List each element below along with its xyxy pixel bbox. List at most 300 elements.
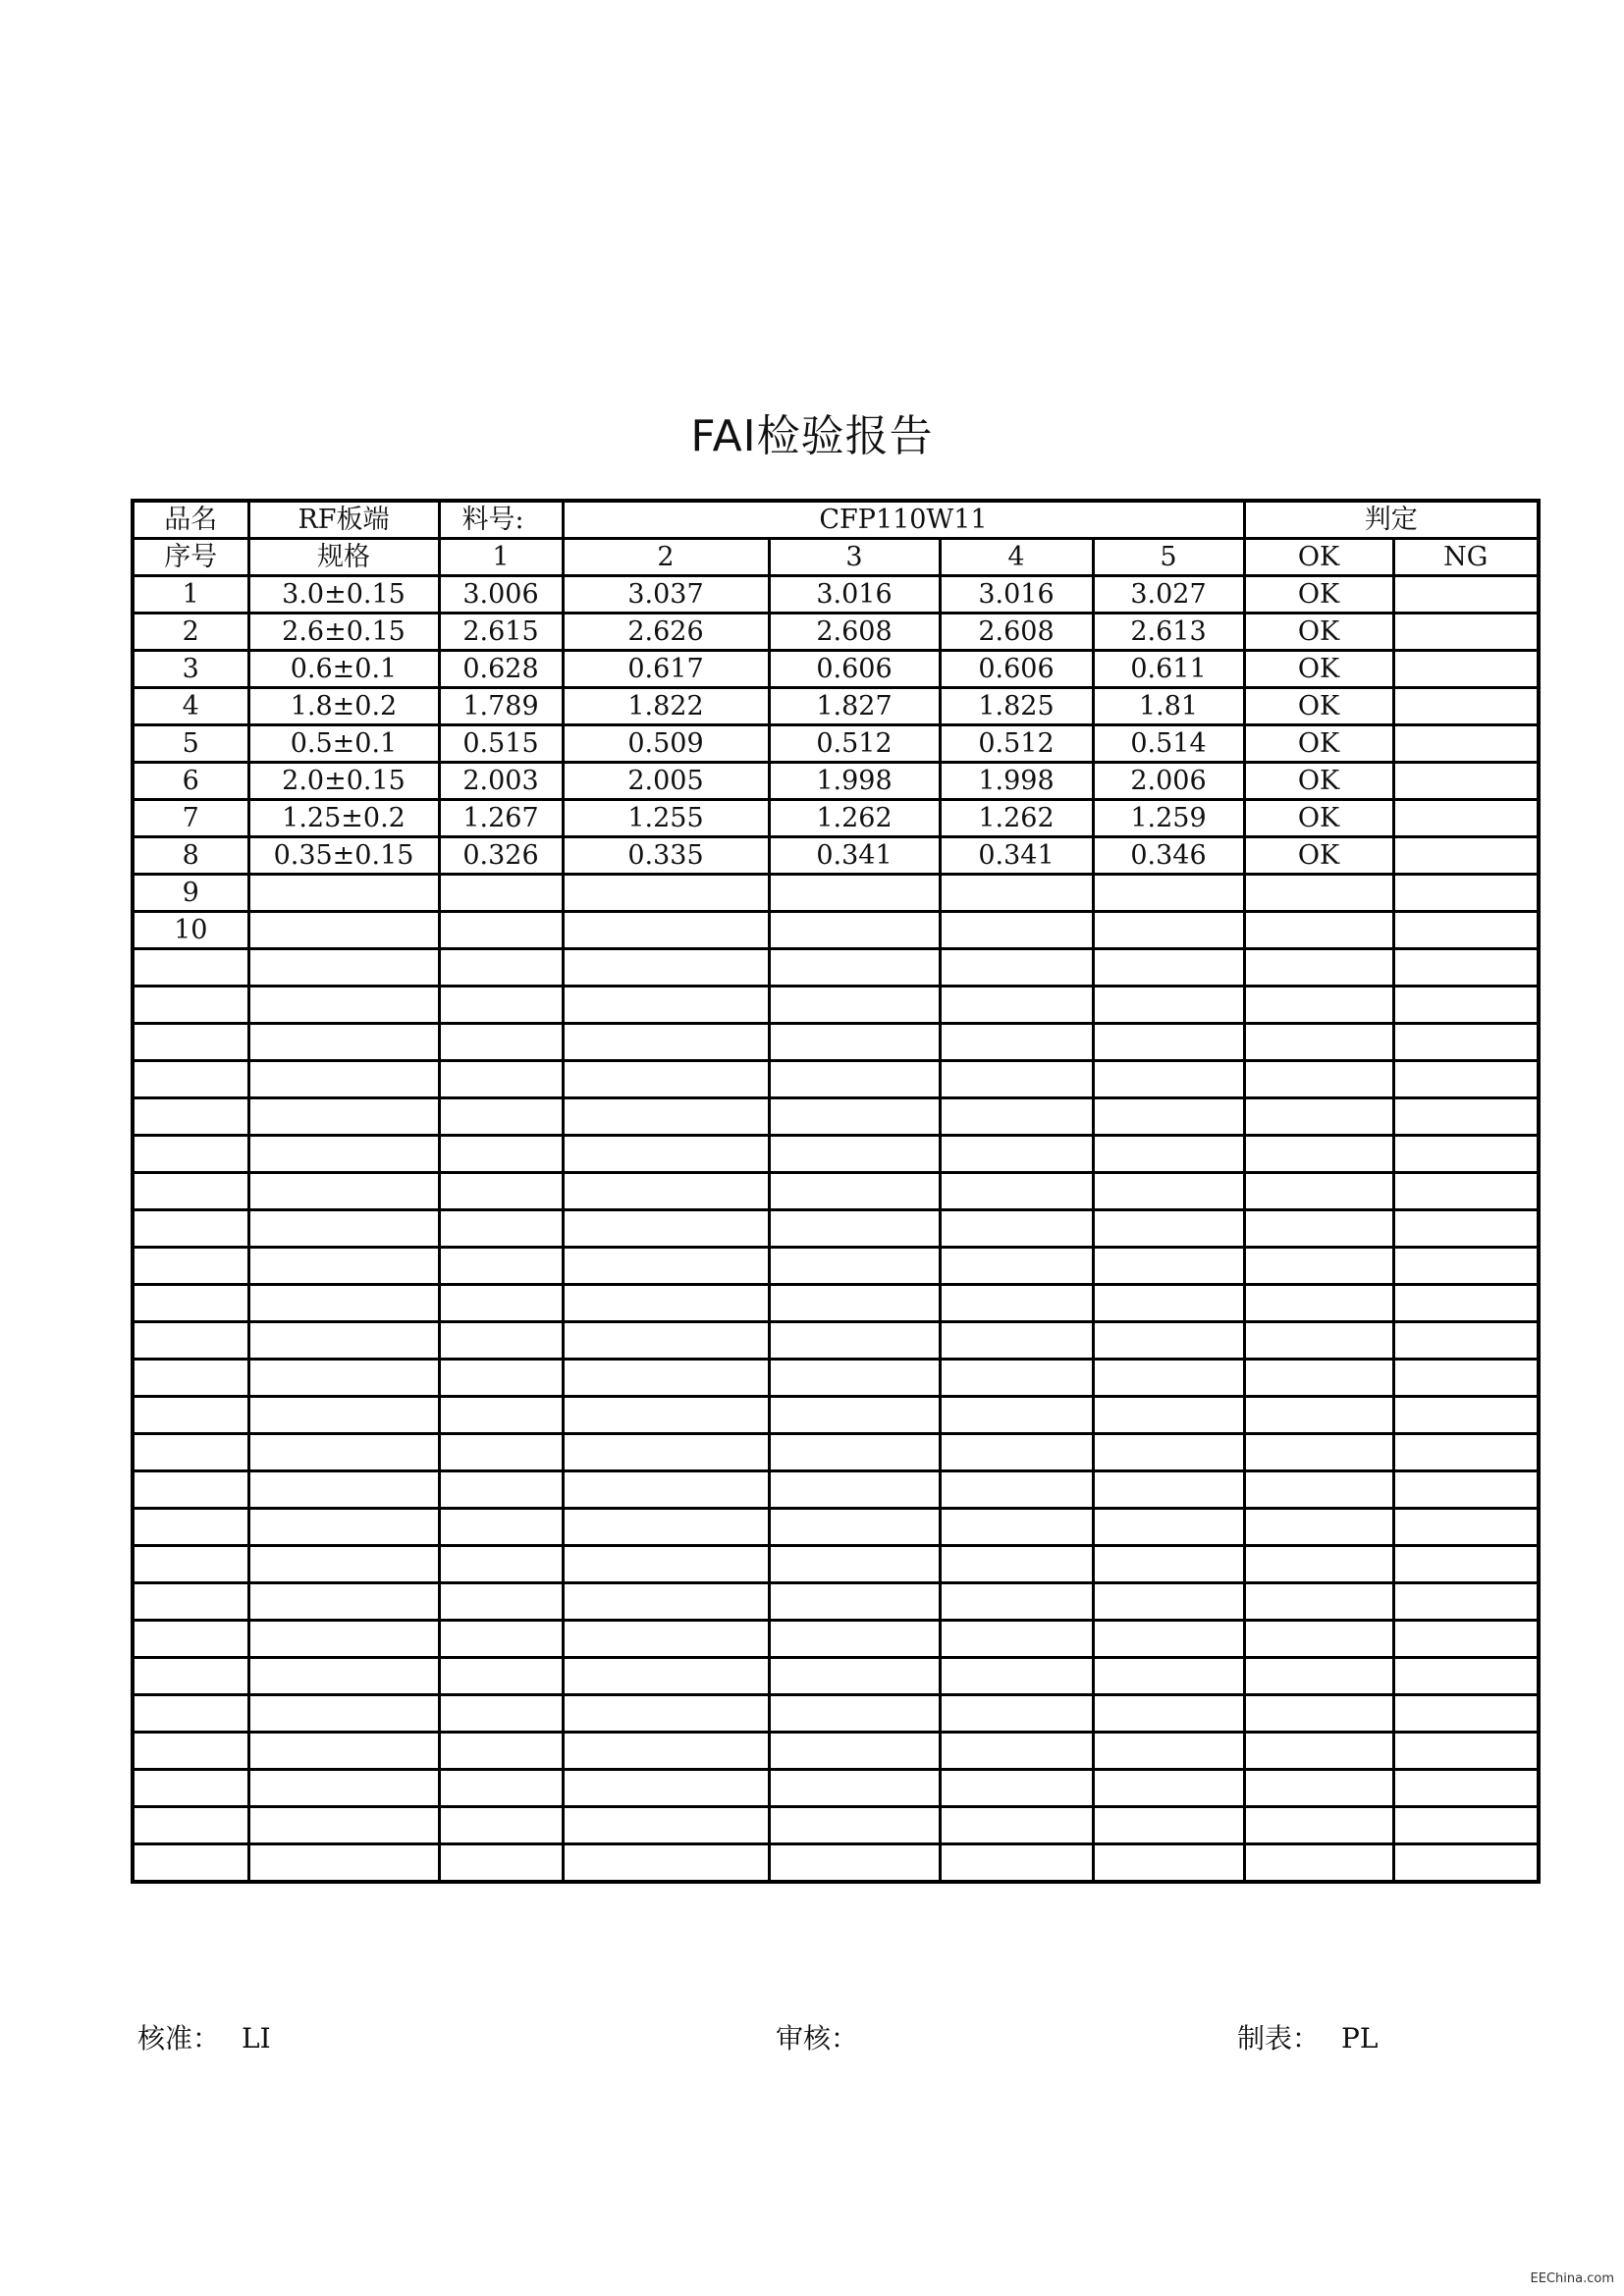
cell-spec: 0.6±0.1 bbox=[248, 651, 439, 688]
cell-sample-4: 1.825 bbox=[940, 688, 1093, 725]
cell-ok bbox=[1244, 1248, 1393, 1285]
table-row bbox=[133, 837, 1539, 875]
cell-sample-1: 2.003 bbox=[439, 763, 563, 800]
column-header-ng: NG bbox=[1393, 539, 1539, 576]
cell-sample-2 bbox=[563, 1360, 769, 1397]
cell-index bbox=[133, 1695, 248, 1733]
cell-ng bbox=[1393, 949, 1539, 987]
cell-ok bbox=[1244, 1061, 1393, 1098]
cell-sample-1 bbox=[439, 1658, 563, 1695]
cell-ng bbox=[1393, 1024, 1539, 1061]
cell-ng bbox=[1393, 1248, 1539, 1285]
prepared-block bbox=[1237, 2017, 1399, 2056]
cell-sample-3 bbox=[769, 1471, 940, 1509]
cell-ok bbox=[1244, 1024, 1393, 1061]
cell-sample-3: 0.341 bbox=[769, 837, 940, 875]
cell-spec bbox=[248, 949, 439, 987]
cell-sample-2: 3.037 bbox=[563, 576, 769, 614]
cell-sample-4 bbox=[940, 1695, 1093, 1733]
table-row bbox=[133, 1173, 1539, 1210]
cell-sample-1 bbox=[439, 1210, 563, 1248]
cell-sample-2 bbox=[563, 1397, 769, 1434]
cell-ok bbox=[1244, 1844, 1393, 1883]
table-row bbox=[133, 651, 1539, 688]
cell-ok bbox=[1244, 1173, 1393, 1210]
cell-sample-1 bbox=[439, 1360, 563, 1397]
cell-sample-4 bbox=[940, 1844, 1093, 1883]
cell-spec bbox=[248, 1733, 439, 1770]
cell-sample-3: 1.998 bbox=[769, 763, 940, 800]
cell-ok bbox=[1244, 1285, 1393, 1322]
cell-spec bbox=[248, 1098, 439, 1136]
cell-sample-5 bbox=[1093, 875, 1244, 912]
cell-index bbox=[133, 1136, 248, 1173]
cell-spec: 0.5±0.1 bbox=[248, 725, 439, 763]
cell-ok bbox=[1244, 1770, 1393, 1807]
cell-ng bbox=[1393, 1173, 1539, 1210]
cell-sample-3 bbox=[769, 1621, 940, 1658]
cell-sample-2 bbox=[563, 1658, 769, 1695]
review-block bbox=[776, 2017, 901, 2056]
cell-ng bbox=[1393, 837, 1539, 875]
part-number-label: 料号: bbox=[439, 501, 563, 539]
cell-sample-3 bbox=[769, 1733, 940, 1770]
cell-sample-4 bbox=[940, 912, 1093, 949]
cell-spec bbox=[248, 875, 439, 912]
cell-sample-1: 0.628 bbox=[439, 651, 563, 688]
cell-ok: OK bbox=[1244, 725, 1393, 763]
cell-sample-2 bbox=[563, 1509, 769, 1546]
cell-sample-4: 2.608 bbox=[940, 614, 1093, 651]
cell-ok bbox=[1244, 1322, 1393, 1360]
cell-sample-4 bbox=[940, 1546, 1093, 1583]
cell-sample-3 bbox=[769, 1173, 940, 1210]
cell-sample-5 bbox=[1093, 1658, 1244, 1695]
cell-sample-1 bbox=[439, 1322, 563, 1360]
cell-index bbox=[133, 1061, 248, 1098]
cell-sample-4 bbox=[940, 1024, 1093, 1061]
cell-spec bbox=[248, 1360, 439, 1397]
cell-sample-4 bbox=[940, 1658, 1093, 1695]
cell-sample-3 bbox=[769, 1770, 940, 1807]
cell-index bbox=[133, 1360, 248, 1397]
cell-sample-3 bbox=[769, 987, 940, 1024]
cell-ng bbox=[1393, 1546, 1539, 1583]
table-row bbox=[133, 688, 1539, 725]
table-row bbox=[133, 912, 1539, 949]
cell-sample-3 bbox=[769, 1546, 940, 1583]
cell-index bbox=[133, 1844, 248, 1883]
cell-ok bbox=[1244, 1397, 1393, 1434]
cell-sample-3: 1.262 bbox=[769, 800, 940, 837]
cell-sample-3 bbox=[769, 1695, 940, 1733]
cell-sample-3 bbox=[769, 1210, 940, 1248]
cell-sample-1: 0.515 bbox=[439, 725, 563, 763]
approve-block bbox=[137, 2017, 293, 2056]
cell-sample-5: 0.346 bbox=[1093, 837, 1244, 875]
cell-index: 6 bbox=[133, 763, 248, 800]
cell-sample-2 bbox=[563, 1583, 769, 1621]
table-row bbox=[133, 576, 1539, 614]
cell-sample-1 bbox=[439, 1061, 563, 1098]
cell-sample-1 bbox=[439, 1621, 563, 1658]
cell-index: 7 bbox=[133, 800, 248, 837]
cell-sample-1 bbox=[439, 1844, 563, 1883]
cell-sample-2: 1.255 bbox=[563, 800, 769, 837]
cell-sample-1 bbox=[439, 949, 563, 987]
cell-sample-5 bbox=[1093, 1136, 1244, 1173]
cell-spec bbox=[248, 1546, 439, 1583]
cell-index bbox=[133, 1098, 248, 1136]
cell-spec bbox=[248, 1509, 439, 1546]
cell-sample-4 bbox=[940, 1807, 1093, 1844]
cell-sample-2 bbox=[563, 1285, 769, 1322]
cell-sample-1 bbox=[439, 1546, 563, 1583]
cell-ok bbox=[1244, 1210, 1393, 1248]
cell-spec: 1.25±0.2 bbox=[248, 800, 439, 837]
cell-sample-4 bbox=[940, 1509, 1093, 1546]
product-value: RF板端 bbox=[248, 501, 439, 539]
cell-sample-5 bbox=[1093, 1733, 1244, 1770]
cell-spec bbox=[248, 1695, 439, 1733]
cell-index bbox=[133, 1509, 248, 1546]
cell-ok bbox=[1244, 875, 1393, 912]
cell-sample-4 bbox=[940, 1098, 1093, 1136]
cell-sample-2 bbox=[563, 1322, 769, 1360]
cell-ok bbox=[1244, 1509, 1393, 1546]
cell-index: 9 bbox=[133, 875, 248, 912]
cell-ng bbox=[1393, 875, 1539, 912]
cell-ok bbox=[1244, 1621, 1393, 1658]
cell-spec bbox=[248, 987, 439, 1024]
cell-spec bbox=[248, 1248, 439, 1285]
cell-sample-4 bbox=[940, 1136, 1093, 1173]
cell-sample-5 bbox=[1093, 1360, 1244, 1397]
cell-spec: 2.6±0.15 bbox=[248, 614, 439, 651]
cell-index bbox=[133, 1770, 248, 1807]
cell-sample-5 bbox=[1093, 1509, 1244, 1546]
cell-sample-4 bbox=[940, 1434, 1093, 1471]
cell-ok: OK bbox=[1244, 763, 1393, 800]
cell-sample-2 bbox=[563, 1098, 769, 1136]
cell-sample-1 bbox=[439, 1807, 563, 1844]
cell-sample-3 bbox=[769, 1322, 940, 1360]
cell-ok bbox=[1244, 949, 1393, 987]
cell-spec bbox=[248, 1434, 439, 1471]
cell-sample-3 bbox=[769, 1285, 940, 1322]
cell-ng bbox=[1393, 1621, 1539, 1658]
cell-index bbox=[133, 1658, 248, 1695]
cell-sample-4 bbox=[940, 1173, 1093, 1210]
prepared-label: 制表： bbox=[1237, 2022, 1321, 2055]
cell-index bbox=[133, 1471, 248, 1509]
cell-ok bbox=[1244, 1695, 1393, 1733]
cell-index bbox=[133, 1322, 248, 1360]
cell-spec bbox=[248, 912, 439, 949]
cell-sample-5 bbox=[1093, 987, 1244, 1024]
cell-spec bbox=[248, 1583, 439, 1621]
cell-sample-5 bbox=[1093, 912, 1244, 949]
cell-ok bbox=[1244, 1136, 1393, 1173]
approve-value: LI bbox=[242, 2022, 271, 2055]
prepared-value: PL bbox=[1341, 2022, 1379, 2055]
column-header-spec: 规格 bbox=[248, 539, 439, 576]
table-row bbox=[133, 1024, 1539, 1061]
cell-sample-5 bbox=[1093, 1621, 1244, 1658]
cell-sample-2 bbox=[563, 1173, 769, 1210]
cell-sample-5 bbox=[1093, 1397, 1244, 1434]
cell-index bbox=[133, 949, 248, 987]
cell-ok bbox=[1244, 1434, 1393, 1471]
cell-index bbox=[133, 1024, 248, 1061]
table-row bbox=[133, 1061, 1539, 1098]
cell-sample-2: 2.005 bbox=[563, 763, 769, 800]
cell-spec bbox=[248, 1322, 439, 1360]
cell-sample-3 bbox=[769, 1434, 940, 1471]
cell-ok bbox=[1244, 1733, 1393, 1770]
cell-sample-3 bbox=[769, 1509, 940, 1546]
cell-sample-3 bbox=[769, 1024, 940, 1061]
cell-ok: OK bbox=[1244, 800, 1393, 837]
cell-sample-4 bbox=[940, 1285, 1093, 1322]
cell-sample-2 bbox=[563, 1733, 769, 1770]
cell-spec bbox=[248, 1173, 439, 1210]
cell-sample-5 bbox=[1093, 1546, 1244, 1583]
cell-sample-3 bbox=[769, 875, 940, 912]
table-row bbox=[133, 875, 1539, 912]
watermark: EEChina.com bbox=[1530, 2271, 1614, 2286]
cell-sample-4 bbox=[940, 1248, 1093, 1285]
cell-spec bbox=[248, 1061, 439, 1098]
column-header-sample-2: 2 bbox=[563, 539, 769, 576]
cell-sample-4 bbox=[940, 1360, 1093, 1397]
column-header-sample-4: 4 bbox=[940, 539, 1093, 576]
cell-index: 5 bbox=[133, 725, 248, 763]
cell-sample-2 bbox=[563, 987, 769, 1024]
cell-sample-4: 0.606 bbox=[940, 651, 1093, 688]
cell-sample-3 bbox=[769, 1061, 940, 1098]
cell-ng bbox=[1393, 1397, 1539, 1434]
cell-spec bbox=[248, 1658, 439, 1695]
cell-sample-2: 2.626 bbox=[563, 614, 769, 651]
review-label: 审核： bbox=[776, 2022, 859, 2055]
cell-index bbox=[133, 1733, 248, 1770]
cell-sample-2 bbox=[563, 1621, 769, 1658]
cell-index bbox=[133, 1807, 248, 1844]
cell-sample-1 bbox=[439, 912, 563, 949]
cell-sample-5 bbox=[1093, 1061, 1244, 1098]
cell-sample-4 bbox=[940, 1471, 1093, 1509]
cell-sample-1 bbox=[439, 1434, 563, 1471]
cell-sample-3: 3.016 bbox=[769, 576, 940, 614]
cell-sample-3: 0.606 bbox=[769, 651, 940, 688]
cell-sample-3 bbox=[769, 1136, 940, 1173]
cell-sample-2 bbox=[563, 1695, 769, 1733]
cell-sample-5: 1.81 bbox=[1093, 688, 1244, 725]
table-row bbox=[133, 1546, 1539, 1583]
cell-sample-3 bbox=[769, 1397, 940, 1434]
cell-sample-1: 1.267 bbox=[439, 800, 563, 837]
cell-sample-2 bbox=[563, 1807, 769, 1844]
cell-index bbox=[133, 987, 248, 1024]
cell-sample-5 bbox=[1093, 1173, 1244, 1210]
cell-ok bbox=[1244, 1546, 1393, 1583]
table-row bbox=[133, 1248, 1539, 1285]
table-row bbox=[133, 1770, 1539, 1807]
cell-ok: OK bbox=[1244, 837, 1393, 875]
cell-index bbox=[133, 1583, 248, 1621]
cell-sample-4 bbox=[940, 1733, 1093, 1770]
cell-ok bbox=[1244, 1471, 1393, 1509]
cell-ng bbox=[1393, 763, 1539, 800]
cell-ok bbox=[1244, 1658, 1393, 1695]
judgement-label: 判定 bbox=[1244, 501, 1539, 539]
cell-ng bbox=[1393, 1210, 1539, 1248]
cell-sample-2 bbox=[563, 1024, 769, 1061]
table-row bbox=[133, 1807, 1539, 1844]
cell-sample-5: 2.006 bbox=[1093, 763, 1244, 800]
cell-ok: OK bbox=[1244, 651, 1393, 688]
cell-ok: OK bbox=[1244, 614, 1393, 651]
cell-index bbox=[133, 1621, 248, 1658]
cell-spec bbox=[248, 1471, 439, 1509]
cell-ng bbox=[1393, 1807, 1539, 1844]
cell-spec bbox=[248, 1807, 439, 1844]
cell-index: 3 bbox=[133, 651, 248, 688]
table-row bbox=[133, 614, 1539, 651]
cell-sample-4: 1.262 bbox=[940, 800, 1093, 837]
cell-ok bbox=[1244, 1583, 1393, 1621]
cell-sample-5 bbox=[1093, 1248, 1244, 1285]
cell-sample-1 bbox=[439, 1024, 563, 1061]
cell-sample-2 bbox=[563, 875, 769, 912]
cell-sample-3 bbox=[769, 1583, 940, 1621]
cell-sample-5: 2.613 bbox=[1093, 614, 1244, 651]
cell-sample-3 bbox=[769, 1844, 940, 1883]
cell-sample-1 bbox=[439, 1285, 563, 1322]
cell-sample-2 bbox=[563, 1136, 769, 1173]
cell-sample-2 bbox=[563, 1844, 769, 1883]
cell-sample-1 bbox=[439, 1098, 563, 1136]
part-number-value: CFP110W11 bbox=[563, 501, 1244, 539]
cell-sample-3 bbox=[769, 1248, 940, 1285]
cell-ok bbox=[1244, 912, 1393, 949]
cell-index: 8 bbox=[133, 837, 248, 875]
cell-sample-1 bbox=[439, 1136, 563, 1173]
fai-inspection-table bbox=[131, 499, 1541, 1884]
cell-ng bbox=[1393, 1733, 1539, 1770]
cell-ng bbox=[1393, 1136, 1539, 1173]
cell-ng bbox=[1393, 614, 1539, 651]
cell-ng bbox=[1393, 1360, 1539, 1397]
cell-sample-2: 1.822 bbox=[563, 688, 769, 725]
cell-sample-4: 3.016 bbox=[940, 576, 1093, 614]
cell-sample-1: 3.006 bbox=[439, 576, 563, 614]
cell-spec bbox=[248, 1136, 439, 1173]
cell-index bbox=[133, 1434, 248, 1471]
cell-sample-1: 2.615 bbox=[439, 614, 563, 651]
table-row bbox=[133, 987, 1539, 1024]
cell-ok bbox=[1244, 1098, 1393, 1136]
cell-index bbox=[133, 1210, 248, 1248]
cell-ng bbox=[1393, 1322, 1539, 1360]
table-row bbox=[133, 1471, 1539, 1509]
cell-ng bbox=[1393, 1583, 1539, 1621]
column-header-sample-5: 5 bbox=[1093, 539, 1244, 576]
cell-sample-5 bbox=[1093, 1285, 1244, 1322]
table-row bbox=[133, 725, 1539, 763]
cell-sample-5 bbox=[1093, 1583, 1244, 1621]
cell-sample-5: 3.027 bbox=[1093, 576, 1244, 614]
cell-sample-3: 1.827 bbox=[769, 688, 940, 725]
column-header-sample-3: 3 bbox=[769, 539, 940, 576]
cell-index bbox=[133, 1173, 248, 1210]
cell-sample-4 bbox=[940, 1397, 1093, 1434]
cell-spec bbox=[248, 1210, 439, 1248]
cell-spec: 2.0±0.15 bbox=[248, 763, 439, 800]
report-title: FAI检验报告 bbox=[690, 411, 934, 461]
cell-sample-2 bbox=[563, 1248, 769, 1285]
cell-sample-5 bbox=[1093, 1098, 1244, 1136]
cell-index: 10 bbox=[133, 912, 248, 949]
cell-index: 1 bbox=[133, 576, 248, 614]
cell-ng bbox=[1393, 1770, 1539, 1807]
cell-sample-3 bbox=[769, 912, 940, 949]
cell-sample-4 bbox=[940, 1621, 1093, 1658]
table-row bbox=[133, 1322, 1539, 1360]
cell-sample-4: 0.341 bbox=[940, 837, 1093, 875]
cell-sample-4 bbox=[940, 1210, 1093, 1248]
table-row bbox=[133, 1360, 1539, 1397]
table-row bbox=[133, 1733, 1539, 1770]
cell-ok bbox=[1244, 1807, 1393, 1844]
cell-ng bbox=[1393, 688, 1539, 725]
table-row bbox=[133, 1844, 1539, 1883]
table-row bbox=[133, 1098, 1539, 1136]
cell-sample-5 bbox=[1093, 1770, 1244, 1807]
cell-sample-2 bbox=[563, 1434, 769, 1471]
cell-sample-5 bbox=[1093, 949, 1244, 987]
cell-sample-5 bbox=[1093, 1024, 1244, 1061]
cell-spec: 0.35±0.15 bbox=[248, 837, 439, 875]
table-row bbox=[133, 1285, 1539, 1322]
cell-spec bbox=[248, 1285, 439, 1322]
subheader-row bbox=[133, 539, 1539, 576]
cell-spec bbox=[248, 1621, 439, 1658]
cell-sample-2 bbox=[563, 1770, 769, 1807]
cell-sample-1 bbox=[439, 1695, 563, 1733]
cell-sample-3 bbox=[769, 949, 940, 987]
cell-sample-5: 0.514 bbox=[1093, 725, 1244, 763]
table-row bbox=[133, 1695, 1539, 1733]
cell-sample-5 bbox=[1093, 1210, 1244, 1248]
approve-label: 核准： bbox=[137, 2022, 221, 2055]
cell-sample-5: 1.259 bbox=[1093, 800, 1244, 837]
table-row bbox=[133, 1658, 1539, 1695]
cell-ok bbox=[1244, 987, 1393, 1024]
cell-sample-1 bbox=[439, 1397, 563, 1434]
cell-ng bbox=[1393, 1658, 1539, 1695]
cell-ok bbox=[1244, 1360, 1393, 1397]
cell-spec bbox=[248, 1844, 439, 1883]
cell-index bbox=[133, 1248, 248, 1285]
table-row bbox=[133, 763, 1539, 800]
cell-sample-1 bbox=[439, 875, 563, 912]
cell-ng bbox=[1393, 1844, 1539, 1883]
header-row bbox=[133, 501, 1539, 539]
cell-index: 4 bbox=[133, 688, 248, 725]
cell-spec bbox=[248, 1770, 439, 1807]
